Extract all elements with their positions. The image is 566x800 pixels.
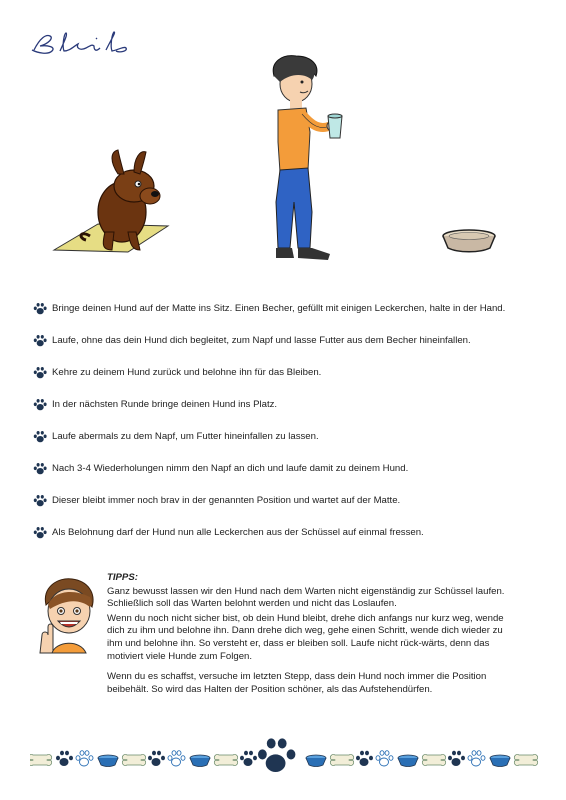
instruction-steps <box>32 302 532 539</box>
dog-on-mat-illustration <box>50 140 175 265</box>
paw-icon <box>32 462 47 476</box>
step-text: In der nächsten Runde bringe deinen Hund ins Platz. <box>52 399 278 410</box>
step-text: Kehre zu deinem Hund zurück und belohne ihn für das Bleiben. <box>52 367 322 378</box>
tips-heading: TIPPS: <box>107 572 138 583</box>
step-text: Dieser bleibt immer noch brav in der genannten Position und wartet auf der Matte. <box>52 495 401 506</box>
title-handwriting <box>30 28 140 56</box>
step-item <box>32 462 532 475</box>
step-item <box>32 494 532 507</box>
step-item <box>32 526 532 539</box>
step-item <box>32 430 532 443</box>
paw-icon <box>32 302 47 316</box>
tips-section <box>107 572 513 704</box>
step-item <box>32 302 532 315</box>
tips-paragraph: Ganz bewusst lassen wir den Hund nach dem Warten nicht eigenständig zur Schüssel laufen. Schließlich soll das Warten belohnt werden und nicht das Loslaufen. <box>107 585 505 610</box>
step-item <box>32 398 532 411</box>
decorative-border <box>30 735 540 790</box>
tips-boy-illustration <box>36 575 100 660</box>
food-bowl-illustration <box>440 228 498 259</box>
paw-icon <box>32 494 47 508</box>
tips-paragraph: Wenn du es schaffst, versuche im letzten Stepp, dass dein Hund noch immer die Position beibehält. So wird das Halten der Position schöner, als das Aufstehendürfen. <box>107 671 487 695</box>
step-item <box>32 334 532 347</box>
step-text: Als Belohnung darf der Hund nun alle Leckerchen aus der Schüssel auf einmal fressen. <box>52 527 424 538</box>
step-item <box>32 366 532 379</box>
step-text: Bringe deinen Hund auf der Matte ins Sitz. Einen Becher, gefüllt mit einigen Leckerchen, halte in der Hand. <box>52 303 506 314</box>
step-text: Nach 3-4 Wiederholungen nimm den Napf an dich und laufe damit zu deinem Hund. <box>52 463 409 474</box>
paw-icon <box>32 430 47 444</box>
paw-icon <box>32 334 47 348</box>
paw-icon <box>32 398 47 412</box>
step-text: Laufe, ohne das dein Hund dich begleitet, zum Napf und lasse Futter aus dem Becher hineinfallen. <box>52 335 471 346</box>
paw-icon <box>32 366 47 380</box>
tips-paragraph: Wenn du noch nicht sicher bist, ob dein Hund bleibt, drehe dich anfangs nur kurz weg, wende dich zu ihm und belohne ihn. Dann drehe dich weg, gehe einen Schritt, wende dich wieder zu ihm und belohne ihn. So versteht er, dass er bleiben soll. Laufe nicht rück-wärts, denn das motiviert viele Hunde zum Folgen. <box>107 612 504 662</box>
person-with-cup-illustration <box>262 52 352 269</box>
step-text: Laufe abermals zu dem Napf, um Futter hineinfallen zu lassen. <box>52 431 319 442</box>
paw-icon <box>32 526 47 540</box>
page-title <box>30 28 140 61</box>
